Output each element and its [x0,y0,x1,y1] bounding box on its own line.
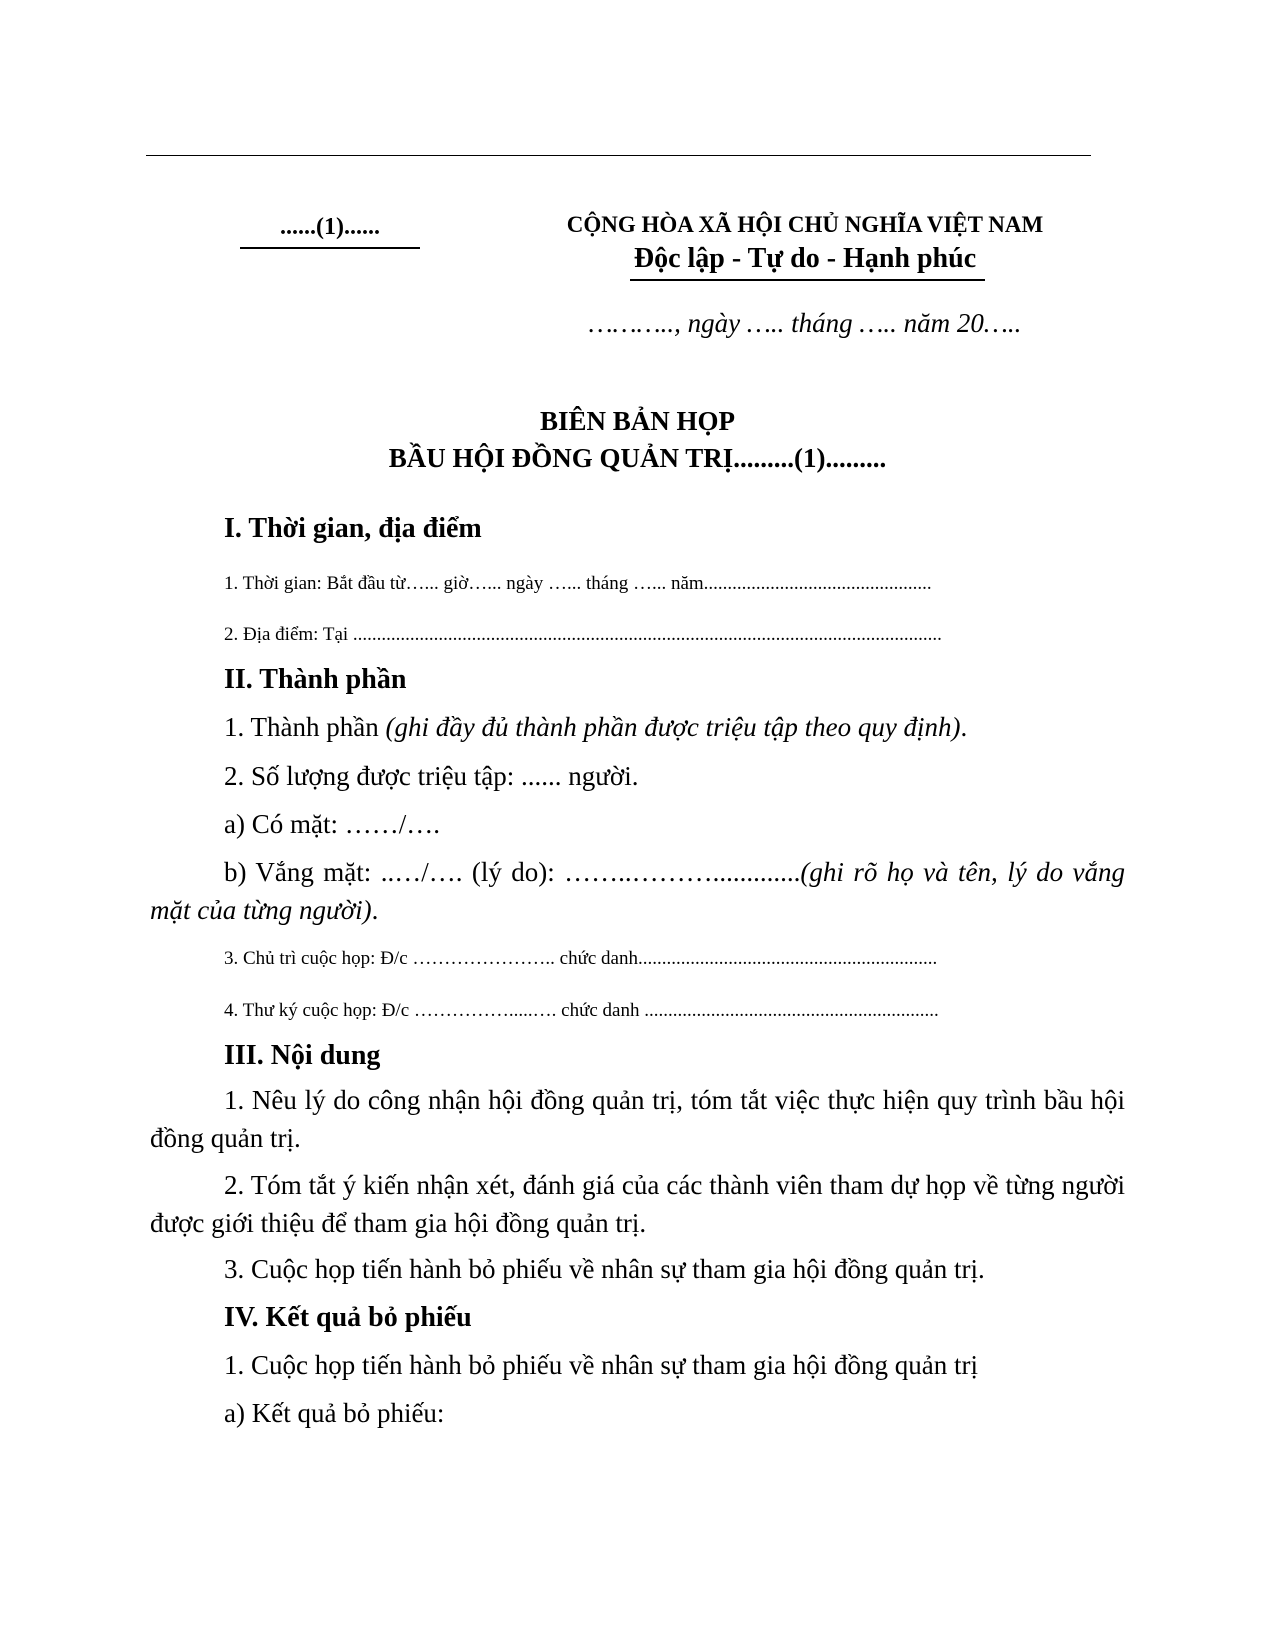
section-3-heading: III. Nội dung [224,1040,381,1071]
absent-note: (ghi rõ họ và tên, lý do vắng mặt của từng người) [150,857,1125,925]
secretary-field: 4. Thư ký cuộc họp: Đ/c …………….....…. chức danh .............................................................. [224,1000,939,1021]
composition-suffix: . [960,712,968,742]
top-horizontal-rule [146,155,1091,156]
section-4-heading: IV. Kết quả bỏ phiếu [224,1302,472,1333]
absent-count-paragraph [150,853,1125,929]
composition-label: 1. Thành phần [224,712,386,742]
document-subtitle: BẦU HỘI ĐỒNG QUẢN TRỊ.........(1)......... [388,443,887,473]
absent-suffix: . [371,895,379,925]
content-item-3: 3. Cuộc họp tiến hành bỏ phiếu về nhân sự tham gia hội đồng quản trị. [224,1254,985,1284]
present-count: a) Có mặt: ……/…. [224,809,440,839]
content-item-2 [150,1166,1125,1242]
voting-result-label: a) Kết quả bỏ phiếu: [224,1398,445,1428]
organization-placeholder: ......(1)...... [280,214,380,240]
place-date-line: ……….., ngày ….. tháng ….. năm 20….. [588,308,1022,338]
content-item-1-text: 1. Nêu lý do công nhận hội đồng quản trị, tóm tắt việc thực hiện quy trình bầu hội đồng quản trị. [150,1085,1125,1153]
section-2-heading: II. Thành phần [224,664,407,695]
convened-count: 2. Số lượng được triệu tập: ...... người. [224,761,639,791]
composition-item [224,712,967,743]
voting-item-1: 1. Cuộc họp tiến hành bỏ phiếu về nhân sự tham gia hội đồng quản trị [224,1350,979,1380]
document-title: BIÊN BẢN HỌP [539,406,736,436]
national-motto: Độc lập - Tự do - Hạnh phúc [633,243,977,274]
composition-note: (ghi đầy đủ thành phần được triệu tập theo quy định) [385,712,961,742]
content-item-1 [150,1081,1125,1157]
national-title: CỘNG HÒA XÃ HỘI CHỦ NGHĨA VIỆT NAM [566,212,1044,237]
time-field: 1. Thời gian: Bắt đầu từ…... giờ…... ngày …... tháng …... năm................................................ [224,573,932,594]
motto-underline [630,279,985,281]
section-1-heading: I. Thời gian, địa điểm [224,513,482,544]
content-item-2-text: 2. Tóm tắt ý kiến nhận xét, đánh giá của các thành viên tham dự họp về từng người được giới thiệu để tham gia hội đồng quản trị. [150,1170,1125,1238]
location-field: 2. Địa điểm: Tại ............................................................................................................................ [224,624,942,645]
absent-label: b) Vắng mặt: ..…/…. (lý do): ……..………............. [224,857,801,887]
chair-field: 3. Chủ trì cuộc họp: Đ/c ………………….. chức danh............................................................... [224,948,938,969]
organization-underline [240,247,420,249]
